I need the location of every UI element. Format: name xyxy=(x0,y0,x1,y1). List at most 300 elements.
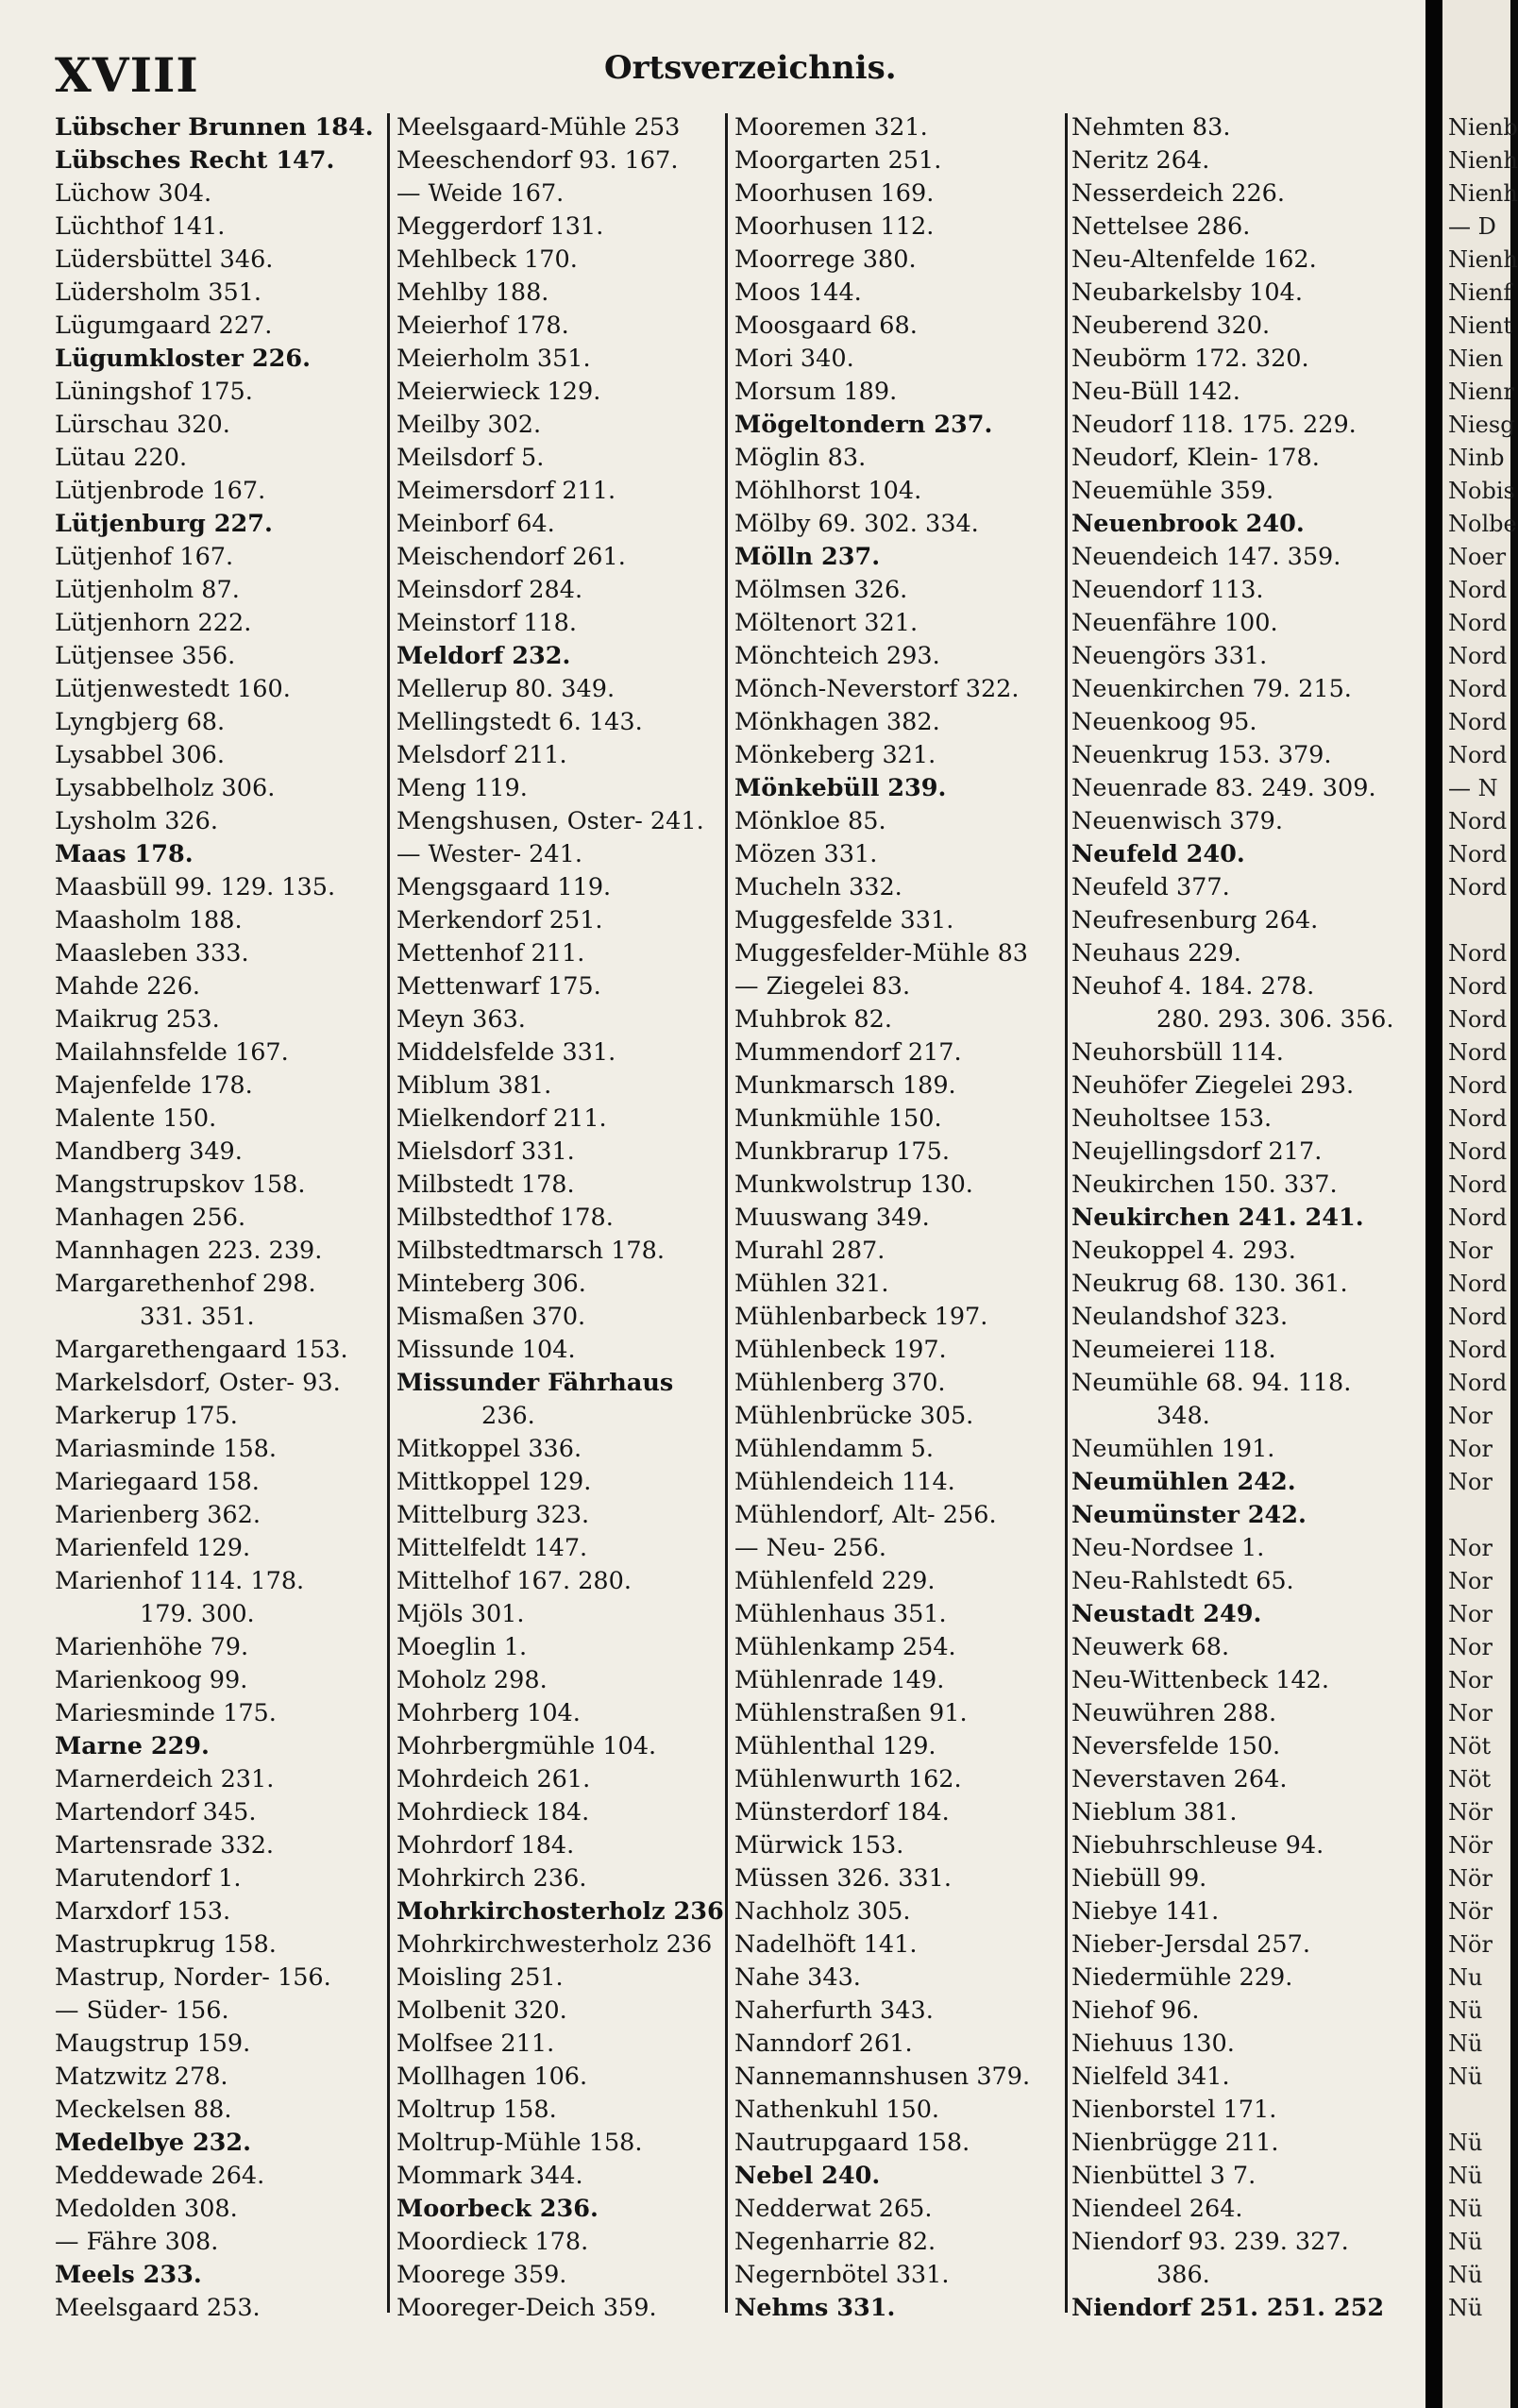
next-page-fragment: Nor xyxy=(1448,1568,1493,1594)
next-page-fragment: Nör xyxy=(1448,1799,1493,1826)
index-entry: Miblum 381. xyxy=(396,1071,552,1100)
index-entry: Mönkeberg 321. xyxy=(734,741,936,769)
index-entry: Meilby 302. xyxy=(396,411,542,439)
next-page-fragment: Nord xyxy=(1448,1105,1508,1132)
index-entry: Mohrberg 104. xyxy=(396,1699,581,1727)
index-entry: Neuhaus 229. xyxy=(1071,939,1241,968)
next-page-fragment: Nord xyxy=(1448,1337,1508,1363)
next-page-fragment: Nord xyxy=(1448,1039,1508,1066)
index-entry: Lütjenhof 167. xyxy=(55,543,234,571)
index-entry: — Fähre 308. xyxy=(55,2228,219,2256)
index-entry: Moltrup-Mühle 158. xyxy=(396,2129,643,2157)
next-page-fragment: Noer xyxy=(1448,544,1507,570)
next-page-fragment: Nü xyxy=(1448,2130,1483,2156)
index-entry: Neumühlen 191. xyxy=(1071,1435,1275,1463)
index-entry: Nielfeld 341. xyxy=(1071,2063,1230,2091)
next-page-fragment: Nör xyxy=(1448,1832,1493,1859)
next-page-fragment: Nord xyxy=(1448,973,1508,1000)
index-entry: Neustadt 249. xyxy=(1071,1600,1262,1628)
index-entry: Nautrupgaard 158. xyxy=(734,2129,970,2157)
next-page-fragment: Nor xyxy=(1448,1601,1493,1627)
index-entry: Mariesminde 175. xyxy=(55,1699,277,1727)
index-entry: Neuenkirchen 79. 215. xyxy=(1071,675,1352,703)
next-page-fragment: Nord xyxy=(1448,874,1508,901)
index-entry: Moosgaard 68. xyxy=(734,312,918,340)
next-page-fragment: Nord xyxy=(1448,841,1508,867)
next-page-fragment: Nör xyxy=(1448,1865,1493,1892)
index-entry: Neritz 264. xyxy=(1071,146,1210,175)
index-entry: Marienhof 114. 178. xyxy=(55,1567,305,1595)
next-page-fragment: Nord xyxy=(1448,742,1508,768)
index-entry: Mittelburg 323. xyxy=(396,1501,590,1529)
index-entry: Mehlby 188. xyxy=(396,278,549,307)
next-page-fragment: Nor xyxy=(1448,1469,1493,1495)
index-entry: Neukirchen 150. 337. xyxy=(1071,1170,1338,1199)
index-column-2 xyxy=(396,111,725,2325)
index-column-3 xyxy=(734,111,1065,2325)
index-entry: Neu-Nordsee 1. xyxy=(1071,1534,1265,1562)
index-entry: Neuenrade 83. 249. 309. xyxy=(1071,774,1376,802)
index-entry: Molfsee 211. xyxy=(396,2029,555,2058)
index-entry: Mettenhof 211. xyxy=(396,939,585,968)
next-page-fragment: Nord xyxy=(1448,1171,1508,1198)
next-page-fragment: Nienh xyxy=(1448,246,1518,273)
index-entry: Neubarkelsby 104. xyxy=(1071,278,1303,307)
index-entry: Meelsgaard 253. xyxy=(55,2294,261,2322)
index-entry: Maasbüll 99. 129. 135. xyxy=(55,873,336,901)
index-entry: Neu-Wittenbeck 142. xyxy=(1071,1666,1330,1694)
index-entry: Mölmsen 326. xyxy=(734,576,908,604)
next-page-fragment: Nü xyxy=(1448,2262,1483,2288)
index-entry: Niehuus 130. xyxy=(1071,2029,1235,2058)
index-entry: Mühlenbrücke 305. xyxy=(734,1402,974,1430)
index-entry: Moeglin 1. xyxy=(396,1633,528,1661)
next-page-fragment: Nor xyxy=(1448,1535,1493,1561)
next-page-fragment: Nör xyxy=(1448,1931,1493,1958)
index-entry: Mittelhof 167. 280. xyxy=(396,1567,632,1595)
index-entry: Meinborf 64. xyxy=(396,510,555,538)
index-entry: Munkbrarup 175. xyxy=(734,1137,950,1166)
index-entry: Neujellingsdorf 217. xyxy=(1071,1137,1323,1166)
index-entry: Neuenwisch 379. xyxy=(1071,807,1283,835)
index-entry: Mjöls 301. xyxy=(396,1600,525,1628)
index-entry: Nieblum 381. xyxy=(1071,1798,1238,1827)
index-entry: Neu-Rahlstedt 65. xyxy=(1071,1567,1294,1595)
index-entry: Meinstorf 118. xyxy=(396,609,577,637)
index-entry: Malente 150. xyxy=(55,1104,217,1133)
index-entry: Mühlenthal 129. xyxy=(734,1732,936,1760)
index-entry: Melsdorf 211. xyxy=(396,741,567,769)
index-entry: Morsum 189. xyxy=(734,378,898,406)
index-entry: Lütjenbrode 167. xyxy=(55,477,266,505)
index-column-4 xyxy=(1071,111,1423,2325)
column-rule xyxy=(725,113,728,2313)
index-entry: — Neu- 256. xyxy=(734,1534,886,1562)
next-page-edge xyxy=(1442,0,1518,2408)
next-page-fragment: Nor xyxy=(1448,1403,1493,1429)
next-page-fragment: Nienh xyxy=(1448,147,1518,174)
next-page-fragment: Nü xyxy=(1448,2196,1483,2222)
index-entry: Nachholz 305. xyxy=(734,1897,911,1926)
index-entry: Mühlenfeld 229. xyxy=(734,1567,936,1595)
index-entry: Neverstaven 264. xyxy=(1071,1765,1288,1793)
next-page-fragment: Nöt xyxy=(1448,1733,1492,1760)
index-entry: Neudorf, Klein- 178. xyxy=(1071,444,1320,472)
next-page-fragment: Nor xyxy=(1448,1634,1493,1660)
index-entry: Munkmarsch 189. xyxy=(734,1071,956,1100)
index-entry: Lübscher Brunnen 184. xyxy=(55,113,374,142)
index-entry: Nehmten 83. xyxy=(1071,113,1231,142)
next-page-fragment: Nu xyxy=(1448,1964,1483,1991)
index-entry: Marienfeld 129. xyxy=(55,1534,251,1562)
index-entry: Marienhöhe 79. xyxy=(55,1633,249,1661)
next-page-fragment: Nien xyxy=(1448,345,1504,372)
index-entry: Meelsgaard-Mühle 253 xyxy=(396,113,681,142)
index-entry: Lüchow 304. xyxy=(55,179,212,208)
index-entry: Meinsdorf 284. xyxy=(396,576,583,604)
index-entry: Neuendeich 147. 359. xyxy=(1071,543,1341,571)
index-entry: Lütjenwestedt 160. xyxy=(55,675,291,703)
index-entry: Mahde 226. xyxy=(55,972,201,1001)
index-entry: Niendorf 93. 239. 327. xyxy=(1071,2228,1349,2256)
index-entry: Nannemannshusen 379. xyxy=(734,2063,1031,2091)
next-page-fragment: Nord xyxy=(1448,709,1508,735)
index-entry: Neuenfähre 100. xyxy=(1071,609,1278,637)
index-entry: Medolden 308. xyxy=(55,2195,238,2223)
index-entry: Mühlenberg 370. xyxy=(734,1369,946,1397)
index-entry: Nedderwat 265. xyxy=(734,2195,933,2223)
index-entry: Meierhof 178. xyxy=(396,312,569,340)
next-page-fragment: Nord xyxy=(1448,643,1508,669)
index-entry: Mengshusen, Oster- 241. xyxy=(396,807,704,835)
next-page-fragment: Nord xyxy=(1448,808,1508,834)
column-rule xyxy=(1065,113,1068,2313)
index-entry: Niendorf 251. 251. 252 xyxy=(1071,2294,1385,2322)
index-entry: Nesserdeich 226. xyxy=(1071,179,1286,208)
index-entry: Mühlen 321. xyxy=(734,1270,889,1298)
index-entry: Nieber-Jersdal 257. xyxy=(1071,1930,1310,1959)
index-entry: Lütjensee 356. xyxy=(55,642,236,670)
page-gutter xyxy=(1425,0,1442,2408)
index-entry: Neumünster 242. xyxy=(1071,1501,1307,1529)
index-entry: Meldorf 232. xyxy=(396,642,571,670)
index-entry: Mönchteich 293. xyxy=(734,642,940,670)
next-page-fragment: Nord xyxy=(1448,577,1508,603)
index-entry: Mummendorf 217. xyxy=(734,1038,962,1067)
index-entry: Niebüll 99. xyxy=(1071,1864,1207,1893)
index-column-1 xyxy=(55,111,385,2325)
next-page-fragment: Nord xyxy=(1448,676,1508,702)
index-entry: Middelsfelde 331. xyxy=(396,1038,616,1067)
index-entry: Maasholm 188. xyxy=(55,906,243,935)
index-entry: Müssen 326. 331. xyxy=(734,1864,952,1893)
index-entry: Neuengörs 331. xyxy=(1071,642,1268,670)
index-entry: Mühlendamm 5. xyxy=(734,1435,934,1463)
index-entry: Moorhusen 112. xyxy=(734,212,935,241)
next-page-fragment: Nü xyxy=(1448,1997,1483,2024)
index-entry: Meckelsen 88. xyxy=(55,2096,232,2124)
index-entry: Negenharrie 82. xyxy=(734,2228,936,2256)
index-entry: Molbenit 320. xyxy=(396,1996,567,2025)
index-entry: Markelsdorf, Oster- 93. xyxy=(55,1369,341,1397)
next-page-fragment: Nord xyxy=(1448,610,1508,636)
index-entry: Lürschau 320. xyxy=(55,411,230,439)
index-entry: Moorege 359. xyxy=(396,2261,567,2289)
index-entry: Möltenort 321. xyxy=(734,609,919,637)
next-page-fragment: Nord xyxy=(1448,1138,1508,1165)
index-entry: Neu-Büll 142. xyxy=(1071,378,1240,406)
next-page-fragment: Ninb xyxy=(1448,445,1505,471)
index-entry: Naherfurth 343. xyxy=(734,1996,934,2025)
index-entry: Neumühlen 242. xyxy=(1071,1468,1296,1496)
index-entry: Meels 233. xyxy=(55,2261,202,2289)
index-entry: Meeschendorf 93. 167. xyxy=(396,146,679,175)
index-entry: Nebel 240. xyxy=(734,2162,881,2190)
index-entry: Neuberend 320. xyxy=(1071,312,1271,340)
next-page-fragment: Nor xyxy=(1448,1667,1493,1693)
next-page-fragment: Nü xyxy=(1448,2295,1483,2321)
index-entry: Niebye 141. xyxy=(1071,1897,1220,1926)
index-entry: Mismaßen 370. xyxy=(396,1303,586,1331)
index-entry: Mohrkirchosterholz 236 xyxy=(396,1897,724,1926)
next-page-fragment: Nor xyxy=(1448,1238,1493,1264)
next-page-fragment: Nord xyxy=(1448,1072,1508,1099)
index-entry: Moorhusen 169. xyxy=(734,179,935,208)
index-entry: Neufresenburg 264. xyxy=(1071,906,1319,935)
index-entry: Neumeierei 118. xyxy=(1071,1336,1276,1364)
next-page-fragment: Nü xyxy=(1448,2163,1483,2189)
index-entry: Missunde 104. xyxy=(396,1336,576,1364)
next-page-fragment: Nü xyxy=(1448,2030,1483,2057)
index-entry: Mielsdorf 331. xyxy=(396,1137,575,1166)
index-entry: Lysabbelholz 306. xyxy=(55,774,276,802)
next-page-fragment: Nord xyxy=(1448,1370,1508,1396)
index-entry: Neuhöfer Ziegelei 293. xyxy=(1071,1071,1355,1100)
index-entry: Mommark 344. xyxy=(396,2162,583,2190)
index-entry: Mastrupkrug 158. xyxy=(55,1930,277,1959)
index-entry: Neu-Altenfelde 162. xyxy=(1071,245,1317,274)
index-entry: Mori 340. xyxy=(734,345,854,373)
index-entry: Lysabbel 306. xyxy=(55,741,225,769)
index-entry: Mellingstedt 6. 143. xyxy=(396,708,643,736)
index-entry: Mühlenbeck 197. xyxy=(734,1336,947,1364)
index-entry: Mohrdieck 184. xyxy=(396,1798,590,1827)
index-entry: Mooreger-Deich 359. xyxy=(396,2294,657,2322)
index-entry: Mittelfeldt 147. xyxy=(396,1534,588,1562)
index-entry: Martendorf 345. xyxy=(55,1798,257,1827)
index-entry: Nienbüttel 3 7. xyxy=(1071,2162,1257,2190)
index-entry: Mehlbeck 170. xyxy=(396,245,578,274)
next-page-fragment: — D xyxy=(1448,213,1496,240)
next-page-fragment: Nör xyxy=(1448,1898,1493,1925)
index-entry: Milbstedthof 178. xyxy=(396,1204,614,1232)
index-entry: Neuwühren 288. xyxy=(1071,1699,1277,1727)
index-entry: Neufeld 240. xyxy=(1071,840,1245,868)
index-entry: Neuholtsee 153. xyxy=(1071,1104,1273,1133)
index-entry: Lüdersbüttel 346. xyxy=(55,245,274,274)
index-entry: Mittkoppel 129. xyxy=(396,1468,592,1496)
page-number: XVIII xyxy=(55,47,199,103)
index-entry: Marienberg 362. xyxy=(55,1501,261,1529)
index-entry: Maugstrup 159. xyxy=(55,2029,251,2058)
index-entry: Lütau 220. xyxy=(55,444,188,472)
index-entry: Mengsgaard 119. xyxy=(396,873,612,901)
index-entry: Mucheln 332. xyxy=(734,873,902,901)
index-entry: Neuhof 4. 184. 278. xyxy=(1071,972,1315,1001)
next-page-fragment: Nord xyxy=(1448,1006,1508,1033)
index-entry: Missunder Fährhaus xyxy=(396,1369,674,1397)
index-entry: Moltrup 158. xyxy=(396,2096,557,2124)
index-entry: Mohrbergmühle 104. xyxy=(396,1732,657,1760)
index-entry: Nathenkuhl 150. xyxy=(734,2096,940,2124)
index-entry: Lüdersholm 351. xyxy=(55,278,262,307)
index-entry: Neuemühle 359. xyxy=(1071,477,1274,505)
next-page-fragment: Nor xyxy=(1448,1436,1493,1462)
index-entry: Moholz 298. xyxy=(396,1666,548,1694)
index-entry: Meimersdorf 211. xyxy=(396,477,616,505)
index-entry: Meddewade 264. xyxy=(55,2162,265,2190)
index-entry: Nienbrügge 211. xyxy=(1071,2129,1279,2157)
index-entry: Mohrkirchwesterholz 236 xyxy=(396,1930,713,1959)
index-entry-continuation: 236. xyxy=(481,1402,535,1430)
index-entry: Munkmühle 150. xyxy=(734,1104,942,1133)
next-page-fragment: Nienh xyxy=(1448,180,1518,207)
next-page-fragment: Nord xyxy=(1448,1304,1508,1330)
index-entry: Maas 178. xyxy=(55,840,194,868)
index-entry: Muggesfelder-Mühle 83 xyxy=(734,939,1029,968)
index-entry: Neuenkoog 95. xyxy=(1071,708,1257,736)
next-page-fragment: Nobis xyxy=(1448,478,1515,504)
index-entry: Mannhagen 223. 239. xyxy=(55,1237,323,1265)
index-entry: Majenfelde 178. xyxy=(55,1071,253,1100)
index-entry: Muuswang 349. xyxy=(734,1204,930,1232)
index-entry-continuation: 348. xyxy=(1156,1402,1210,1430)
index-entry: Munkwolstrup 130. xyxy=(734,1170,973,1199)
index-entry: Milbstedt 178. xyxy=(396,1170,575,1199)
index-entry: Mühlenhaus 351. xyxy=(734,1600,947,1628)
index-entry: Niehof 96. xyxy=(1071,1996,1200,2025)
index-entry: Neukoppel 4. 293. xyxy=(1071,1237,1296,1265)
index-entry: Nienborstel 171. xyxy=(1071,2096,1277,2124)
index-entry: Minteberg 306. xyxy=(396,1270,586,1298)
index-entry: Meierholm 351. xyxy=(396,345,591,373)
index-entry: Muggesfelde 331. xyxy=(734,906,954,935)
index-entry: Moos 144. xyxy=(734,278,862,307)
index-entry: Meilsdorf 5. xyxy=(396,444,545,472)
index-entry: Mohrdeich 261. xyxy=(396,1765,591,1793)
next-page-fragment: Nord xyxy=(1448,1204,1508,1231)
index-entry: Meyn 363. xyxy=(396,1005,526,1034)
index-entry: Mariasminde 158. xyxy=(55,1435,278,1463)
index-entry: Mielkendorf 211. xyxy=(396,1104,607,1133)
index-entry: Neukrug 68. 130. 361. xyxy=(1071,1270,1348,1298)
index-entry: Niendeel 264. xyxy=(1071,2195,1243,2223)
index-entry: Margarethengaard 153. xyxy=(55,1336,348,1364)
index-entry: Möhlhorst 104. xyxy=(734,477,922,505)
next-page-fragment: Nienf xyxy=(1448,279,1512,306)
index-entry: Moordieck 178. xyxy=(396,2228,589,2256)
index-entry: Neukirchen 241. 241. xyxy=(1071,1204,1364,1232)
index-entry: Mangstrupskov 158. xyxy=(55,1170,306,1199)
index-entry: Mölln 237. xyxy=(734,543,881,571)
index-entry: Mönch-Neverstorf 322. xyxy=(734,675,1020,703)
index-entry: Mooremen 321. xyxy=(734,113,928,142)
index-entry: Mühlenkamp 254. xyxy=(734,1633,956,1661)
index-entry: Möglin 83. xyxy=(734,444,867,472)
index-entry: Mollhagen 106. xyxy=(396,2063,588,2091)
index-entry: Marienkoog 99. xyxy=(55,1666,248,1694)
index-entry-continuation: 280. 293. 306. 356. xyxy=(1156,1005,1394,1034)
index-entry: Mühlendeich 114. xyxy=(734,1468,955,1496)
index-entry: Meng 119. xyxy=(396,774,528,802)
index-entry: Lütjenhorn 222. xyxy=(55,609,252,637)
index-entry: Merkendorf 251. xyxy=(396,906,603,935)
index-entry: Moorrege 380. xyxy=(734,245,917,274)
index-entry: Lüningshof 175. xyxy=(55,378,253,406)
index-entry: Nanndorf 261. xyxy=(734,2029,913,2058)
index-entry: Lyngbjerg 68. xyxy=(55,708,226,736)
index-entry: Mühlenbarbeck 197. xyxy=(734,1303,988,1331)
index-entry: Negernbötel 331. xyxy=(734,2261,950,2289)
index-entry: Mühlendorf, Alt- 256. xyxy=(734,1501,997,1529)
index-entry: Mastrup, Norder- 156. xyxy=(55,1963,331,1992)
index-entry-continuation: 386. xyxy=(1156,2261,1210,2289)
index-entry: Milbstedtmarsch 178. xyxy=(396,1237,665,1265)
index-entry: Mühlenrade 149. xyxy=(734,1666,945,1694)
index-entry: Lüchthof 141. xyxy=(55,212,226,241)
index-entry: Mölby 69. 302. 334. xyxy=(734,510,979,538)
index-entry: Medelbye 232. xyxy=(55,2129,252,2157)
index-entry: Meierwieck 129. xyxy=(396,378,601,406)
index-entry: — Weide 167. xyxy=(396,179,565,208)
next-page-fragment: Nient xyxy=(1448,312,1512,339)
index-entry: Mönkebüll 239. xyxy=(734,774,947,802)
index-entry: Neuenbrook 240. xyxy=(1071,510,1305,538)
index-entry: Münsterdorf 184. xyxy=(734,1798,950,1827)
index-entry: Lütjenburg 227. xyxy=(55,510,273,538)
index-entry: Manhagen 256. xyxy=(55,1204,246,1232)
index-entry: — Ziegelei 83. xyxy=(734,972,911,1001)
column-rule xyxy=(387,113,390,2313)
next-page-fragment: Nü xyxy=(1448,2063,1483,2090)
index-entry: Muhbrok 82. xyxy=(734,1005,892,1034)
index-entry: Neulandshof 323. xyxy=(1071,1303,1289,1331)
index-entry: Neumühle 68. 94. 118. xyxy=(1071,1369,1352,1397)
index-entry: Mürwick 153. xyxy=(734,1831,904,1860)
next-page-fragment: Nord xyxy=(1448,940,1508,967)
index-entry: Mailahnsfelde 167. xyxy=(55,1038,289,1067)
index-entry: Lysholm 326. xyxy=(55,807,218,835)
index-entry: Mellerup 80. 349. xyxy=(396,675,616,703)
index-entry: Neuendorf 113. xyxy=(1071,576,1264,604)
index-entry: Nahe 343. xyxy=(734,1963,861,1992)
index-entry: Nettelsee 286. xyxy=(1071,212,1251,241)
index-entry: Lübsches Recht 147. xyxy=(55,146,335,175)
index-entry: Marutendorf 1. xyxy=(55,1864,242,1893)
index-entry: Mühlenwurth 162. xyxy=(734,1765,962,1793)
index-entry: Mönkhagen 382. xyxy=(734,708,940,736)
index-entry: Mandberg 349. xyxy=(55,1137,243,1166)
index-entry: Neufeld 377. xyxy=(1071,873,1230,901)
index-entry: Niebuhrschleuse 94. xyxy=(1071,1831,1324,1860)
next-page-fragment: Nolbe xyxy=(1448,511,1517,537)
index-entry: Mohrdorf 184. xyxy=(396,1831,575,1860)
index-entry: Niedermühle 229. xyxy=(1071,1963,1293,1992)
page-title: Ortsverzeichnis. xyxy=(604,49,897,87)
index-entry: Neuhorsbüll 114. xyxy=(1071,1038,1284,1067)
index-entry: Maikrug 253. xyxy=(55,1005,220,1034)
index-entry: Mitkoppel 336. xyxy=(396,1435,582,1463)
